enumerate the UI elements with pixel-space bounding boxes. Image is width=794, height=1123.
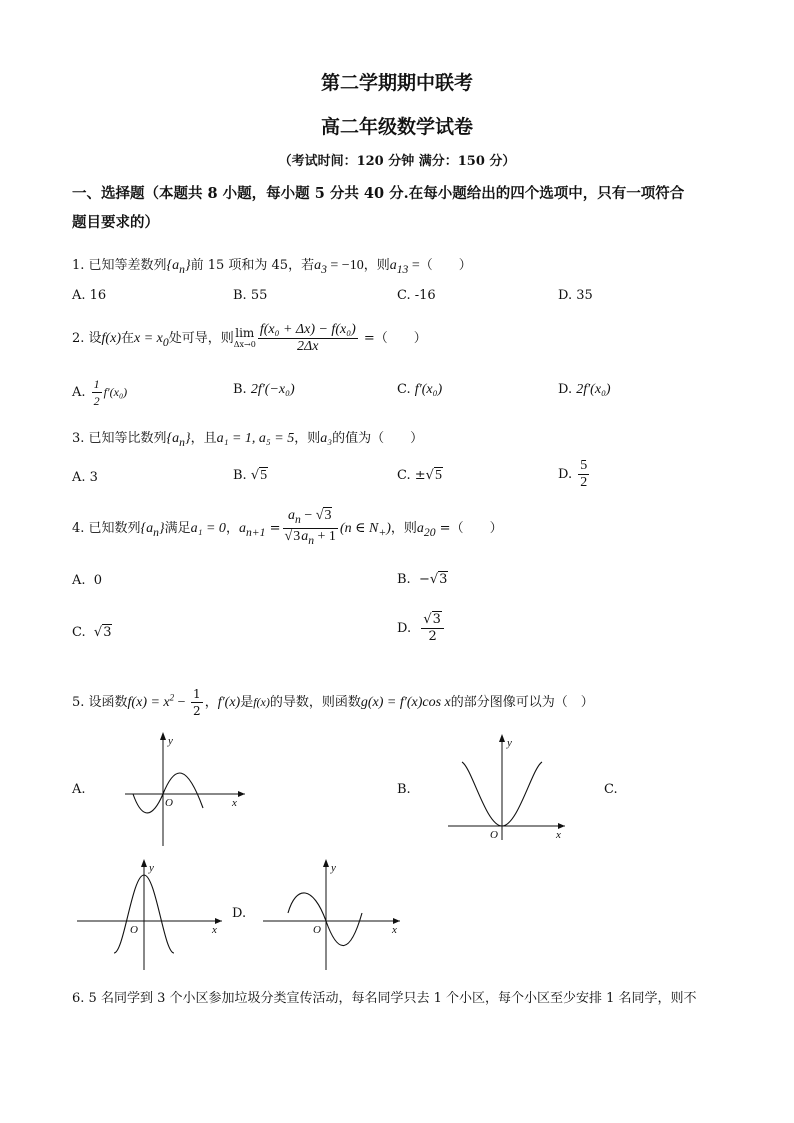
q2-blank: （ ）: [374, 331, 427, 346]
q4-option-d: D. $\frac{√3}{2}$: [397, 612, 446, 645]
q1-option-a: A. 16: [72, 288, 107, 303]
question-5: 5. 设函数$f(x) = x^2$ − $\frac{1}{2}$ ，f′(x)是f(x)的导数，则函数g(x) = f′(x)cos x的部分图像可以为（ ）: [72, 687, 594, 718]
q1-condition: $a_3 = -10$: [314, 258, 364, 276]
x-label: x: [556, 829, 561, 841]
q4-option-a: A. 0: [72, 573, 103, 588]
q2-condition: $x = x_0$: [134, 331, 169, 349]
question-4: 4. 已知数列$\{a_n\}$满足a₁ = 0，$a_{n+1}$ = $\frac{a_n - √3}{√3a_n + 1}$ (n ∈ $N_+$)，则$a_{20}$ =（ ）: [72, 508, 503, 547]
section-heading-line2: 题目要求的）: [72, 214, 159, 231]
origin-label: O: [130, 924, 138, 936]
q2-option-d: D. 2f′(x₀): [558, 382, 611, 397]
q4-option-b: B. −√3: [397, 572, 448, 587]
question-6: 6. 5 名同学到 3 个小区参加垃圾分类宣传活动，每名同学只去 1 个小区，每个小区至少安排 1 名同学，则不: [72, 991, 697, 1006]
x-label: x: [392, 924, 397, 936]
x-label: x: [232, 797, 237, 809]
graph-option-a: [95, 728, 255, 848]
origin-label: O: [165, 797, 173, 809]
q2-eq: =: [359, 331, 375, 346]
q3-option-c: C. ±√5: [397, 468, 442, 483]
y-label: y: [149, 862, 154, 874]
q1-seq: $\{a_n\}$: [166, 258, 191, 276]
q2-mid2: 处可导，则: [168, 331, 234, 346]
exam-info: （考试时间：120 分钟 满分：150 分）: [278, 154, 516, 169]
q4-fraction: $\frac{a_n - √3}{√3a_n + 1}$: [284, 508, 336, 547]
exam-subtitle: 高二年级数学试卷: [320, 116, 473, 138]
x-axis-arrow: [238, 791, 245, 797]
x-label: x: [212, 924, 217, 936]
graph-option-d: [258, 855, 408, 975]
q1-option-d: D. 35: [558, 288, 593, 303]
q2-option-b: B. 2f′(−x₀): [233, 382, 295, 397]
section-heading-line1: 一、选择题（本题共 8 小题，每小题 5 分共 40 分.在每小题给出的四个选项中，只有一项符合: [72, 185, 685, 202]
q2-lim: lim Δx→0: [233, 325, 256, 349]
question-1: [72, 254, 472, 276]
q5-option-d-label: D.: [232, 906, 247, 921]
q1-ask: $a_{13}$ =: [389, 258, 420, 276]
q2-fraction: $\frac{\text{f(x₀ + Δx) − f(x₀)}}{2\Delta x}$: [259, 322, 356, 354]
q4-option-c: C. √3: [72, 625, 112, 640]
q1-mid: 前 15 项和为 45，若: [190, 258, 315, 273]
question-3: 3. 已知等比数列$\{a_n\}$，且a₁ = 1, a₅ = 5，则a₃的值为（ ）: [72, 431, 424, 449]
q2-fx: f(x): [101, 331, 121, 346]
origin-label: O: [490, 829, 498, 841]
q1-option-b: B. 55: [233, 288, 268, 303]
y-axis-arrow: [141, 859, 147, 867]
q1-mid2: ，则: [363, 258, 390, 273]
question-2: [72, 322, 427, 355]
q2-option-a: A. $\frac{1}{2}$ f′(x₀): [72, 377, 128, 408]
q5-option-b-label: B.: [397, 782, 411, 797]
q3-option-d: D. $\frac{5}{2}$: [558, 458, 588, 490]
y-label: y: [331, 862, 336, 874]
graph-option-b: [440, 728, 575, 848]
y-axis-arrow: [160, 732, 166, 740]
y-axis-arrow: [499, 734, 505, 742]
q2-option-c: C. f′(x₀): [397, 382, 443, 397]
q3-option-a: A. 3: [72, 470, 98, 485]
y-axis-arrow: [323, 859, 329, 867]
y-label: y: [168, 735, 173, 747]
q1-option-c: C. -16: [397, 288, 436, 303]
origin-label: O: [313, 924, 321, 936]
q2-prefix: 2. 设: [72, 331, 102, 346]
q1-blank: （ ）: [419, 258, 472, 273]
exam-title: 第二学期期中联考: [320, 72, 473, 94]
y-label: y: [507, 737, 512, 749]
graph-option-c: [72, 855, 232, 975]
q3-option-b: B. √5: [233, 468, 268, 483]
q1-prefix: 1. 已知等差数列: [72, 258, 167, 273]
q5-option-a-label: A.: [72, 782, 86, 797]
curve: [288, 893, 362, 946]
q5-option-c-label: C.: [604, 782, 618, 797]
q2-mid: 在: [120, 331, 134, 346]
